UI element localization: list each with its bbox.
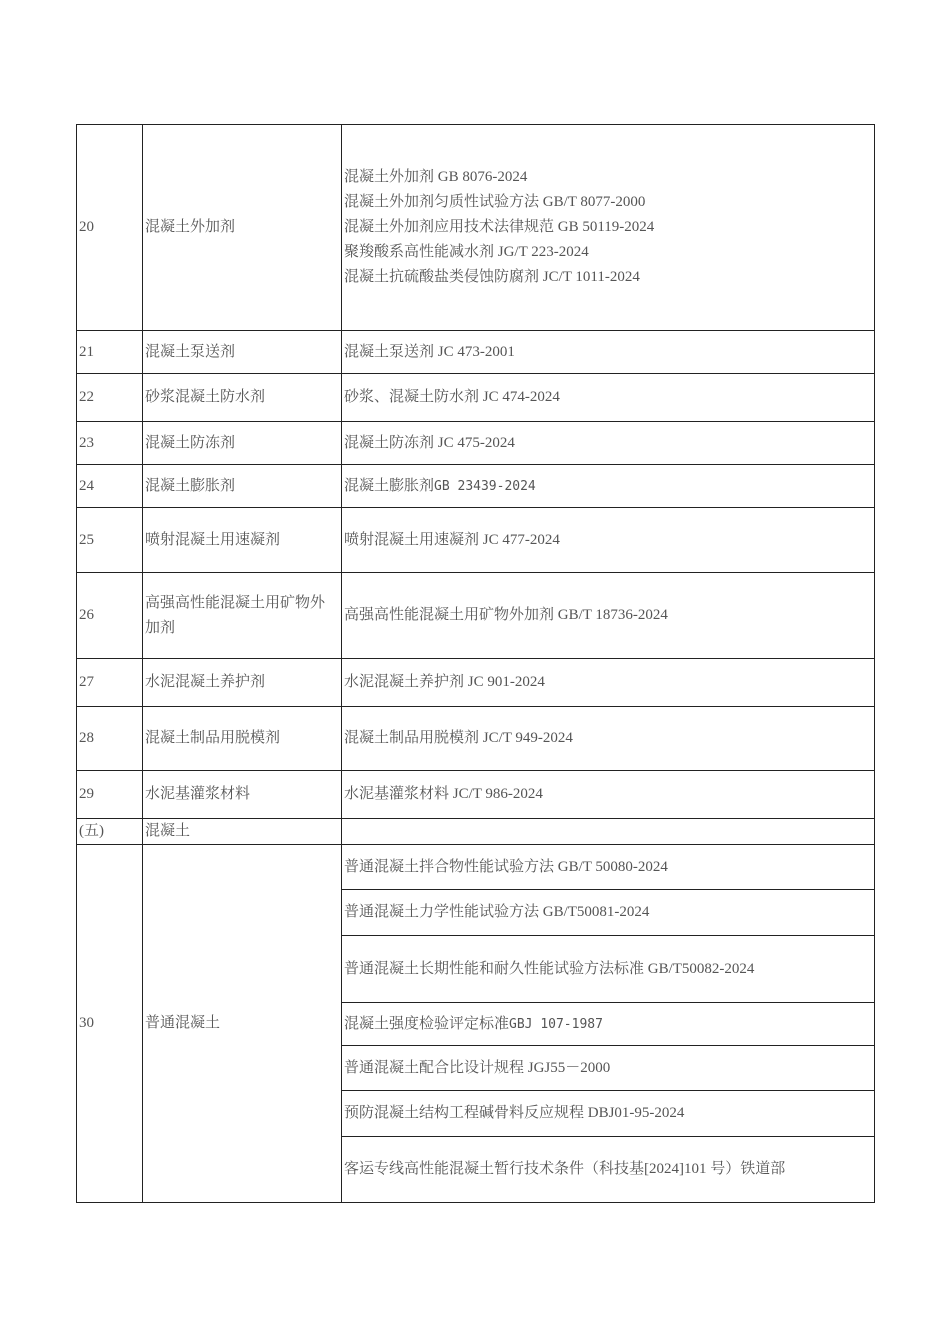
row-number: 29 xyxy=(77,771,143,819)
table-row xyxy=(77,771,875,819)
table-row xyxy=(77,125,875,331)
table-row xyxy=(77,422,875,465)
section-name: 混凝土 xyxy=(143,819,342,845)
material-name: 水泥基灌浆材料 xyxy=(143,771,342,819)
row-number: 26 xyxy=(77,573,143,659)
standard-code: GB 23439-2024 xyxy=(434,478,536,494)
section-number: (五) xyxy=(77,819,143,845)
row-number: 23 xyxy=(77,422,143,465)
table-row xyxy=(77,573,875,659)
material-name: 高强高性能混凝土用矿物外加剂 xyxy=(143,573,342,659)
standard-text xyxy=(342,1003,875,1046)
standard-text: 普通混凝土配合比设计规程 JGJ55－2000 xyxy=(342,1046,875,1091)
standard-text: 预防混凝土结构工程碱骨料反应规程 DBJ01-95-2024 xyxy=(342,1091,875,1137)
table-row xyxy=(77,707,875,771)
row-number: 20 xyxy=(77,125,143,331)
standard-text: 喷射混凝土用速凝剂 JC 477-2024 xyxy=(342,508,875,573)
material-name: 混凝土制品用脱模剂 xyxy=(143,707,342,771)
standard-text xyxy=(342,465,875,508)
section-row xyxy=(77,819,875,845)
standard-name: 混凝土膨胀剂 xyxy=(344,477,435,494)
standard-text: 聚羧酸系高性能减水剂 JG/T 223-2024 xyxy=(344,244,589,260)
standard-text: 混凝土抗硫酸盐类侵蚀防腐剂 JC/T 1011-2024 xyxy=(344,269,640,285)
table-row xyxy=(77,659,875,707)
table-row xyxy=(77,508,875,573)
table-row xyxy=(77,331,875,374)
row-number: 25 xyxy=(77,508,143,573)
standard-text: 混凝土防冻剂 JC 475-2024 xyxy=(342,422,875,465)
material-name: 混凝土防冻剂 xyxy=(143,422,342,465)
row-number: 21 xyxy=(77,331,143,374)
standard-text: 普通混凝土力学性能试验方法 GB/T50081-2024 xyxy=(342,890,875,936)
standard-text: 水泥基灌浆材料 JC/T 986-2024 xyxy=(342,771,875,819)
row-number: 24 xyxy=(77,465,143,508)
table-row xyxy=(77,465,875,508)
standard-text: 高强高性能混凝土用矿物外加剂 GB/T 18736-2024 xyxy=(342,573,875,659)
empty-cell xyxy=(342,819,875,845)
standard-code: GBJ 107-1987 xyxy=(509,1016,603,1032)
table-row xyxy=(77,845,875,890)
standard-text: 混凝土外加剂应用技术法律规范 GB 50119-2024 xyxy=(344,219,655,235)
material-name: 混凝土外加剂 xyxy=(143,125,342,331)
material-name: 水泥混凝土养护剂 xyxy=(143,659,342,707)
standard-text: 普通混凝土拌合物性能试验方法 GB/T 50080-2024 xyxy=(342,845,875,890)
standard-text: 普通混凝土长期性能和耐久性能试验方法标准 GB/T50082-2024 xyxy=(342,936,875,1003)
standard-text: 混凝土制品用脱模剂 JC/T 949-2024 xyxy=(342,707,875,771)
material-name: 砂浆混凝土防水剂 xyxy=(143,374,342,422)
row-number: 22 xyxy=(77,374,143,422)
standard-text: 混凝土外加剂匀质性试验方法 GB/T 8077-2000 xyxy=(344,194,646,210)
table-row xyxy=(77,374,875,422)
material-name: 混凝土膨胀剂 xyxy=(143,465,342,508)
standards-table xyxy=(76,124,875,1203)
standard-text: 水泥混凝土养护剂 JC 901-2024 xyxy=(342,659,875,707)
row-number: 28 xyxy=(77,707,143,771)
standard-name: 混凝土强度检验评定标准 xyxy=(344,1015,510,1032)
row-number: 30 xyxy=(77,845,143,1203)
standard-text: 砂浆、混凝土防水剂 JC 474-2024 xyxy=(342,374,875,422)
material-name: 普通混凝土 xyxy=(143,845,342,1203)
material-name: 混凝土泵送剂 xyxy=(143,331,342,374)
standard-text: 客运专线高性能混凝土暂行技术条件（科技基[2024]101 号）铁道部 xyxy=(342,1137,875,1203)
standards-cell xyxy=(342,125,875,331)
material-name: 喷射混凝土用速凝剂 xyxy=(143,508,342,573)
standard-text: 混凝土泵送剂 JC 473-2001 xyxy=(342,331,875,374)
standard-text: 混凝土外加剂 GB 8076-2024 xyxy=(344,169,528,185)
row-number: 27 xyxy=(77,659,143,707)
